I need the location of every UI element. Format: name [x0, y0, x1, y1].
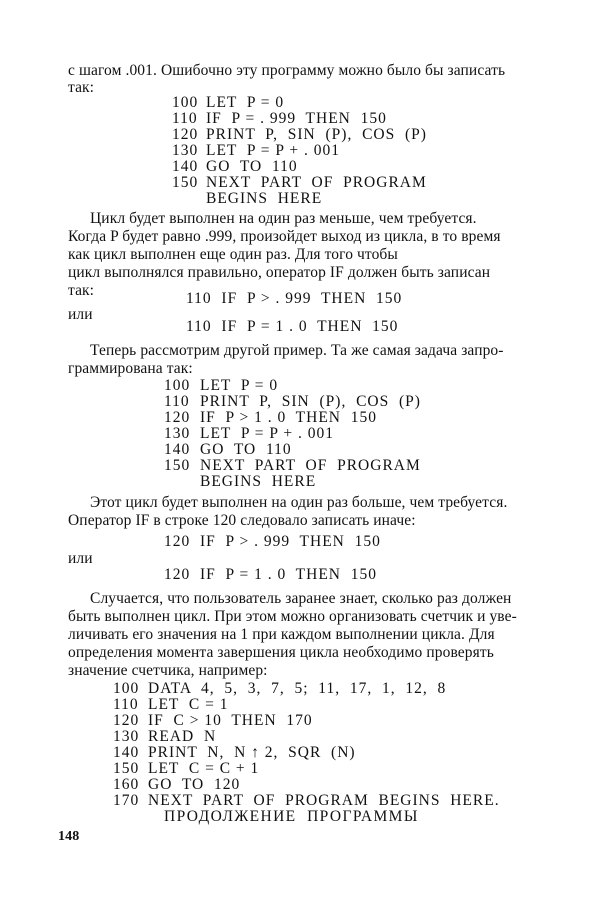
code-line: PRINT P, SIN (P), COS (P): [200, 393, 421, 410]
or-word: или: [68, 550, 93, 567]
code-line: NEXT PART OF PROGRAM BEGINS HERE.: [148, 792, 500, 809]
code-line: PRINT N, N ↑ 2, SQR (N): [148, 744, 356, 761]
paragraph-line: так:: [68, 282, 95, 299]
line-number: 100: [164, 377, 191, 394]
line-number: 100: [172, 94, 199, 111]
line-number: 130: [164, 425, 191, 442]
code-line: READ N: [148, 728, 217, 745]
code-line: DATA 4, 5, 3, 7, 5; 11, 17, 1, 12, 8: [148, 680, 447, 697]
paragraph-line: граммирована так:: [68, 360, 193, 377]
paragraph-line: Случается, что пользователь заранее знает, сколько раз должен: [90, 590, 512, 607]
code-line: LET C = C + 1: [148, 760, 260, 777]
line-number: 150: [172, 174, 199, 191]
or-word: или: [68, 306, 93, 323]
code-line: IF P > 1 . 0 THEN 150: [200, 409, 377, 426]
paragraph-line: значение счетчика, например:: [68, 662, 268, 679]
line-number: 130: [172, 142, 199, 159]
code-line: IF C > 10 THEN 170: [148, 712, 313, 729]
paragraph-line: как цикл выполнен еще один раз. Для того чтобы: [68, 246, 398, 263]
code-line: PRINT P, SIN (P), COS (P): [206, 126, 427, 143]
code-fix: 110 IF P > . 999 THEN 150: [186, 290, 403, 307]
intro-line: так:: [68, 79, 95, 96]
code-line: BEGINS HERE: [200, 473, 317, 490]
line-number: 110: [172, 110, 198, 127]
line-number: 100: [113, 680, 140, 697]
line-number: 170: [113, 792, 140, 809]
code-line: IF P = . 999 THEN 150: [206, 110, 387, 127]
line-number: 120: [113, 712, 140, 729]
paragraph-line: Этот цикл будет выполнен на один раз больше, чем требуется.: [90, 494, 508, 511]
paragraph-line: Теперь рассмотрим другой пример. Та же самая задача запро-: [90, 342, 504, 359]
line-number: 140: [172, 158, 199, 175]
code-fix: 110 IF P = 1 . 0 THEN 150: [186, 318, 399, 335]
line-number: 120: [172, 126, 199, 143]
line-number: 140: [164, 441, 191, 458]
code-line: LET P = P + . 001: [200, 425, 334, 442]
code-line: LET C = 1: [148, 696, 229, 713]
line-number: 130: [113, 728, 140, 745]
paragraph-line: определения момента завершения цикла необходимо проверять: [68, 644, 494, 661]
code-line: LET P = 0: [200, 377, 279, 394]
line-number: 150: [113, 760, 140, 777]
line-number: 110: [164, 393, 190, 410]
paragraph-line: Цикл будет выполнен на один раз меньше, чем требуется.: [90, 210, 477, 227]
code-line: BEGINS HERE: [206, 190, 323, 207]
paragraph-line: Когда P будет равно .999, произойдет выход из цикла, в то время: [68, 228, 501, 245]
code-line: GO TO 110: [200, 441, 292, 458]
code-line: GO TO 110: [206, 158, 298, 175]
code-line: GO TO 120: [148, 776, 241, 793]
code-line: LET P = P + . 001: [206, 142, 340, 159]
line-number: 120: [164, 409, 191, 426]
code-line: LET P = 0: [206, 94, 285, 111]
page-number: 148: [58, 829, 80, 844]
code-fix: 120 IF P = 1 . 0 THEN 150: [164, 566, 377, 583]
code-line: NEXT PART OF PROGRAM: [206, 174, 427, 191]
paragraph-line: быть выполнен цикл. При этом можно организовать счетчик и уве-: [68, 608, 517, 625]
code-line: NEXT PART OF PROGRAM: [200, 457, 421, 474]
code-line-continuation: ПРОДОЛЖЕНИЕ ПРОГРАММЫ: [164, 808, 419, 825]
line-number: 160: [113, 776, 140, 793]
line-number: 110: [113, 696, 139, 713]
code-fix: 120 IF P > . 999 THEN 150: [164, 533, 381, 550]
paragraph-line: Оператор IF в строке 120 следовало записать иначе:: [68, 512, 416, 529]
line-number: 140: [113, 744, 140, 761]
paragraph-line: цикл выполнялся правильно, оператор IF должен быть записан: [68, 264, 491, 281]
line-number: 150: [164, 457, 191, 474]
intro-line: с шагом .001. Ошибочно эту программу можно было бы записать: [68, 62, 506, 79]
paragraph-line: личивать его значения на 1 при каждом выполнении цикла. Для: [68, 626, 495, 643]
